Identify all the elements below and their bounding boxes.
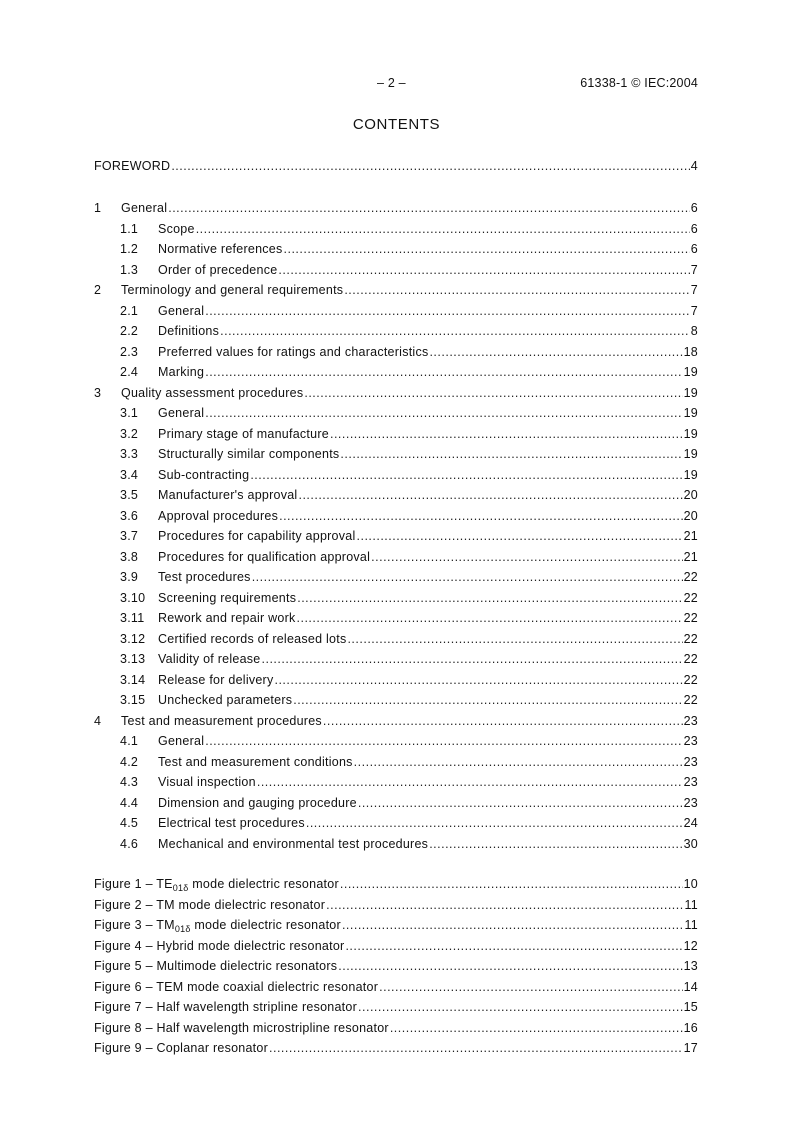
toc-page-number: 19 bbox=[683, 467, 698, 482]
toc-label: Primary stage of manufacture bbox=[158, 426, 329, 441]
toc-page-number: 22 bbox=[683, 693, 698, 707]
toc-page-number: 23 bbox=[683, 795, 698, 810]
contents-title: CONTENTS bbox=[352, 116, 441, 133]
toc-label: Validity of release bbox=[158, 652, 261, 666]
toc-label: General bbox=[158, 734, 205, 748]
toc-figure-entry[interactable] bbox=[94, 999, 698, 1015]
leader-dots bbox=[297, 610, 683, 626]
toc-label: Test and measurement conditions bbox=[158, 754, 353, 769]
toc-number: 3.11 bbox=[120, 611, 145, 625]
toc-number: 3.5 bbox=[120, 488, 139, 502]
figure-label-text: Figure 2 – TM mode dielectric resonator bbox=[94, 897, 326, 912]
toc-label: General bbox=[158, 406, 205, 420]
toc-entry[interactable] bbox=[120, 221, 698, 237]
toc-page-number: 19 bbox=[683, 447, 698, 461]
toc-label: Rework and repair work bbox=[158, 611, 296, 625]
leader-dots bbox=[358, 999, 683, 1015]
toc-number: 3.6 bbox=[120, 508, 139, 523]
toc-page-number: 19 bbox=[683, 385, 698, 400]
toc-page-number: 20 bbox=[683, 488, 698, 502]
toc-entry[interactable] bbox=[94, 200, 698, 216]
leader-dots bbox=[354, 754, 683, 770]
toc-label: Certified records of released lots bbox=[158, 631, 347, 646]
leader-dots bbox=[340, 876, 683, 892]
toc-foreword[interactable] bbox=[94, 158, 698, 174]
toc-label: Mechanical and environmental test procedures bbox=[158, 836, 429, 851]
toc-page-number: 21 bbox=[683, 529, 698, 543]
toc-figure-entry[interactable] bbox=[94, 876, 698, 892]
toc-entry[interactable] bbox=[120, 774, 698, 790]
toc-entry[interactable] bbox=[120, 344, 698, 360]
toc-entry[interactable] bbox=[120, 836, 698, 852]
leader-dots bbox=[357, 528, 683, 544]
toc-page-number: 19 bbox=[683, 426, 698, 441]
leader-dots bbox=[379, 979, 682, 995]
leader-dots bbox=[205, 733, 682, 749]
figure-label-text: Figure 5 – Multimode dielectric resonators bbox=[94, 959, 338, 973]
figure-label bbox=[94, 1040, 268, 1056]
toc-page-number: 17 bbox=[683, 1041, 698, 1055]
toc-page-number: 23 bbox=[683, 734, 698, 748]
toc-number: 3.9 bbox=[120, 570, 139, 584]
toc-number: 2.4 bbox=[120, 365, 139, 379]
toc-entry[interactable] bbox=[120, 733, 698, 749]
figure-label bbox=[94, 958, 337, 974]
toc-page-number: 22 bbox=[683, 590, 698, 605]
toc-page-number: 20 bbox=[683, 508, 698, 523]
toc-page-number: 21 bbox=[683, 549, 698, 564]
toc-figure-entry[interactable] bbox=[94, 958, 698, 974]
figure-label-text: Figure 6 – TEM mode coaxial dielectric resonator bbox=[94, 979, 379, 994]
toc-label: General bbox=[121, 201, 168, 215]
toc-page-number: 24 bbox=[683, 816, 698, 830]
toc-number: 3 bbox=[94, 385, 102, 400]
toc-label: Electrical test procedures bbox=[158, 816, 305, 830]
toc-label: Quality assessment procedures bbox=[121, 385, 304, 400]
toc-number: 4.2 bbox=[120, 754, 139, 769]
toc-figure-entry[interactable] bbox=[94, 897, 698, 913]
toc-number: 2.1 bbox=[120, 303, 139, 318]
toc-page-number: 10 bbox=[683, 877, 698, 891]
leader-dots bbox=[220, 323, 690, 339]
leader-dots bbox=[344, 282, 689, 298]
page-number: – 2 – bbox=[377, 76, 406, 90]
toc-page-number: 23 bbox=[683, 713, 698, 728]
toc-entry[interactable] bbox=[120, 610, 698, 626]
toc-entry[interactable] bbox=[120, 446, 698, 462]
leader-dots bbox=[345, 938, 682, 954]
leader-dots bbox=[297, 590, 682, 606]
toc-label: Sub-contracting bbox=[158, 467, 250, 482]
leader-dots bbox=[205, 364, 682, 380]
toc-label: Procedures for capability approval bbox=[158, 529, 356, 543]
toc-entry[interactable] bbox=[120, 754, 698, 770]
leader-dots bbox=[371, 549, 682, 565]
toc-page-number: 13 bbox=[683, 959, 698, 973]
toc-page-number: 19 bbox=[683, 406, 698, 420]
toc-number: 3.3 bbox=[120, 447, 139, 461]
leader-dots bbox=[262, 651, 683, 667]
leader-dots bbox=[284, 241, 690, 257]
toc-entry[interactable] bbox=[120, 795, 698, 811]
figure-label-subscript: 01δ bbox=[172, 883, 189, 893]
toc-entry[interactable] bbox=[120, 651, 698, 667]
toc-number: 3.8 bbox=[120, 549, 139, 564]
toc-page-number: 12 bbox=[683, 938, 698, 953]
toc-label: Test and measurement procedures bbox=[121, 713, 322, 728]
leader-dots bbox=[269, 1040, 683, 1056]
leader-dots bbox=[196, 221, 690, 237]
toc-number: 3.7 bbox=[120, 529, 139, 543]
toc-label: Screening requirements bbox=[158, 590, 297, 605]
toc-page-number: 7 bbox=[690, 262, 698, 277]
document-reference: 61338-1 © IEC:2004 bbox=[580, 76, 698, 90]
leader-dots bbox=[340, 446, 682, 462]
toc-page-number: 23 bbox=[683, 775, 698, 789]
toc-page-number: 6 bbox=[690, 221, 698, 236]
toc-page-number: 22 bbox=[683, 672, 698, 687]
toc-label: Release for delivery bbox=[158, 672, 274, 687]
toc-number: 2.3 bbox=[120, 344, 139, 359]
toc-label: Terminology and general requirements bbox=[121, 283, 344, 297]
toc-number: 1 bbox=[94, 201, 102, 215]
toc-label: Normative references bbox=[158, 242, 283, 256]
toc-entry[interactable] bbox=[120, 303, 698, 319]
figure-label-subscript: 01δ bbox=[174, 924, 191, 934]
figure-label-text: Figure 1 – TE bbox=[94, 877, 173, 891]
leader-dots bbox=[278, 262, 689, 278]
figure-label bbox=[94, 876, 339, 892]
figure-label-text: Figure 3 – TM bbox=[94, 918, 175, 932]
figure-label bbox=[94, 999, 357, 1015]
leader-dots bbox=[279, 508, 682, 524]
leader-dots bbox=[304, 385, 682, 401]
leader-dots bbox=[330, 426, 683, 442]
toc-page-number: 23 bbox=[683, 754, 698, 769]
toc-entry[interactable] bbox=[94, 282, 698, 298]
figure-label-text: Figure 8 – Half wavelength microstripline resonator bbox=[94, 1020, 389, 1035]
toc-number: 2 bbox=[94, 283, 102, 297]
figure-label-text: mode dielectric resonator bbox=[188, 877, 339, 891]
toc-page-number: 6 bbox=[690, 242, 698, 256]
figure-label bbox=[94, 917, 341, 933]
toc-number: 4.4 bbox=[120, 795, 139, 810]
toc-entry[interactable] bbox=[120, 508, 698, 524]
leader-dots bbox=[171, 158, 689, 174]
toc-label: Manufacturer's approval bbox=[158, 488, 298, 502]
leader-dots bbox=[390, 1020, 683, 1036]
toc-entry[interactable] bbox=[120, 590, 698, 606]
toc-number: 1.1 bbox=[120, 221, 139, 236]
toc-number: 3.2 bbox=[120, 426, 139, 441]
toc-label: Structurally similar components bbox=[158, 447, 340, 461]
toc-page-number: 22 bbox=[683, 652, 698, 666]
leader-dots bbox=[250, 467, 682, 483]
toc-entry[interactable] bbox=[120, 692, 698, 708]
toc-number: 1.3 bbox=[120, 262, 139, 277]
toc-entry[interactable] bbox=[120, 672, 698, 688]
toc-page-number: 30 bbox=[683, 836, 698, 851]
toc-number: 4.5 bbox=[120, 816, 139, 830]
toc-page-number: 11 bbox=[684, 918, 698, 932]
toc-label: Order of precedence bbox=[158, 262, 278, 277]
toc-entry[interactable] bbox=[120, 323, 698, 339]
toc-page-number: 11 bbox=[684, 897, 698, 912]
toc-page-number: 22 bbox=[683, 570, 698, 584]
toc-number: 1.2 bbox=[120, 242, 139, 256]
toc-label: Preferred values for ratings and characteristics bbox=[158, 344, 429, 359]
toc-label: Scope bbox=[158, 221, 195, 236]
toc-label: Visual inspection bbox=[158, 775, 256, 789]
toc-entry[interactable] bbox=[120, 405, 698, 421]
toc-label: Definitions bbox=[158, 324, 220, 338]
toc-entry[interactable] bbox=[120, 241, 698, 257]
leader-dots bbox=[257, 774, 683, 790]
toc-number: 2.2 bbox=[120, 324, 139, 338]
figure-label bbox=[94, 979, 378, 995]
toc-entry[interactable] bbox=[120, 426, 698, 442]
toc-label: General bbox=[158, 303, 205, 318]
toc-entry[interactable] bbox=[94, 385, 698, 401]
leader-dots bbox=[358, 795, 683, 811]
toc-page-number: 19 bbox=[683, 365, 698, 379]
toc-entry[interactable] bbox=[120, 549, 698, 565]
figure-label bbox=[94, 897, 325, 913]
toc-entry[interactable] bbox=[120, 528, 698, 544]
toc-number: 3.10 bbox=[120, 590, 146, 605]
toc-entry[interactable] bbox=[120, 815, 698, 831]
toc-number: 4.3 bbox=[120, 775, 139, 789]
toc-page-number: 6 bbox=[690, 201, 698, 215]
leader-dots bbox=[252, 569, 683, 585]
leader-dots bbox=[298, 487, 682, 503]
toc-label: Test procedures bbox=[158, 570, 251, 584]
toc-figure-entry[interactable] bbox=[94, 1040, 698, 1056]
leader-dots bbox=[306, 815, 683, 831]
leader-dots bbox=[429, 836, 682, 852]
toc-entry[interactable] bbox=[120, 467, 698, 483]
toc-page-number: 16 bbox=[683, 1020, 698, 1035]
toc-page-number: 18 bbox=[683, 344, 698, 359]
figure-label bbox=[94, 938, 344, 954]
leader-dots bbox=[347, 631, 682, 647]
toc-figure-entry[interactable] bbox=[94, 979, 698, 995]
toc-number: 4 bbox=[94, 713, 102, 728]
figure-label-text: mode dielectric resonator bbox=[190, 918, 341, 932]
toc-entry[interactable] bbox=[120, 262, 698, 278]
leader-dots bbox=[293, 692, 682, 708]
toc-label: Approval procedures bbox=[158, 508, 279, 523]
toc-number: 3.1 bbox=[120, 406, 139, 420]
leader-dots bbox=[205, 405, 682, 421]
toc-number: 3.15 bbox=[120, 693, 146, 707]
toc-number: 4.6 bbox=[120, 836, 139, 851]
toc-figure-entry[interactable] bbox=[94, 938, 698, 954]
leader-dots bbox=[338, 958, 682, 974]
toc-page-number: 22 bbox=[683, 631, 698, 646]
figure-label-text: Figure 4 – Hybrid mode dielectric resonator bbox=[94, 938, 345, 953]
toc-figure-entry[interactable] bbox=[94, 917, 698, 933]
leader-dots bbox=[429, 344, 682, 360]
toc-page-number: 8 bbox=[690, 324, 698, 338]
toc-label: Procedures for qualification approval bbox=[158, 549, 371, 564]
toc-entry[interactable] bbox=[120, 569, 698, 585]
toc-page-number: 7 bbox=[690, 303, 698, 318]
toc-number: 3.12 bbox=[120, 631, 146, 646]
leader-dots bbox=[342, 917, 684, 933]
toc-number: 3.14 bbox=[120, 672, 146, 687]
leader-dots bbox=[323, 713, 683, 729]
leader-dots bbox=[326, 897, 683, 913]
toc-page-number: 15 bbox=[683, 1000, 698, 1014]
table-of-contents bbox=[94, 0, 698, 1122]
figure-label bbox=[94, 1020, 389, 1036]
toc-number: 3.4 bbox=[120, 467, 139, 482]
leader-dots bbox=[205, 303, 690, 319]
toc-entry[interactable] bbox=[120, 631, 698, 647]
toc-label: Marking bbox=[158, 365, 205, 379]
leader-dots bbox=[274, 672, 682, 688]
toc-number: 3.13 bbox=[120, 652, 146, 666]
toc-label: Dimension and gauging procedure bbox=[158, 795, 357, 810]
toc-entry[interactable] bbox=[94, 713, 698, 729]
toc-page-number: 22 bbox=[683, 611, 698, 625]
toc-figure-entry[interactable] bbox=[94, 1020, 698, 1036]
toc-page-number: 7 bbox=[690, 283, 698, 297]
toc-entry[interactable] bbox=[120, 364, 698, 380]
toc-entry[interactable] bbox=[120, 487, 698, 503]
toc-page-number: 4 bbox=[690, 159, 698, 173]
toc-number: 4.1 bbox=[120, 734, 139, 748]
figure-label-text: Figure 9 – Coplanar resonator bbox=[94, 1041, 269, 1055]
toc-label: Unchecked parameters bbox=[158, 693, 293, 707]
toc-page-number: 14 bbox=[683, 979, 698, 994]
figure-label-text: Figure 7 – Half wavelength stripline resonator bbox=[94, 1000, 358, 1014]
leader-dots bbox=[168, 200, 690, 216]
toc-label: FOREWORD bbox=[94, 159, 171, 173]
